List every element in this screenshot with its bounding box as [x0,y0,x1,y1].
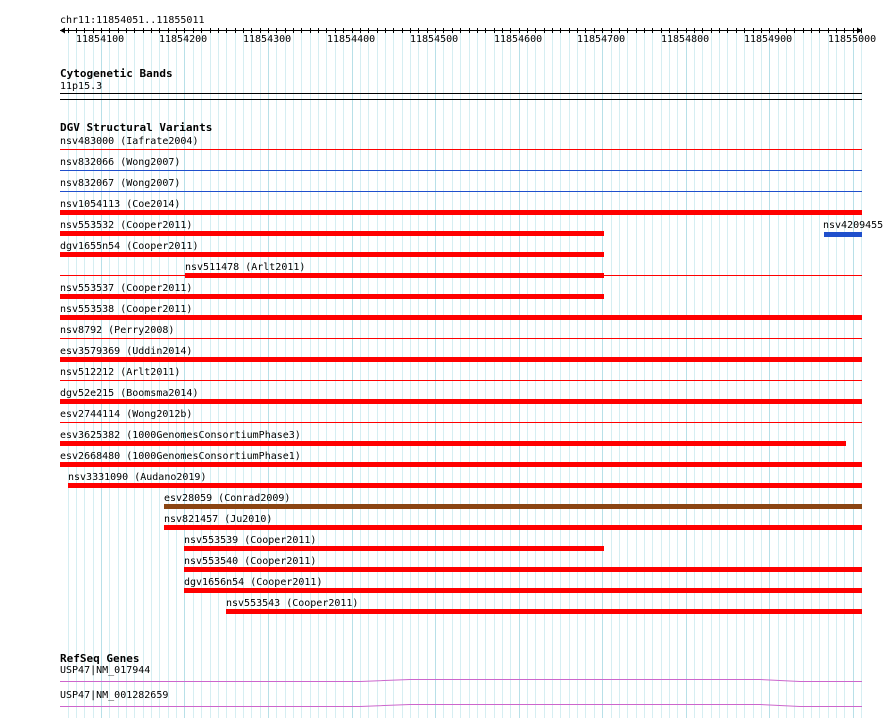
variant-label[interactable]: nsv553537 (Cooper2011) [60,283,193,294]
variant-label[interactable]: esv2744114 (Wong2012b) [60,409,193,420]
variant-label[interactable]: dgv1656n54 (Cooper2011) [184,577,323,588]
cytoband-track-title[interactable]: Cytogenetic Bands [60,67,173,80]
ruler-tick-label: 11854500 [410,34,459,45]
variant-bar [824,232,862,237]
variant-bar [60,294,604,299]
variant-label[interactable]: esv3625382 (1000GenomesConsortiumPhase3) [60,430,301,441]
variant-label[interactable]: nsv483000 (Iafrate2004) [60,136,199,147]
variant-bar [60,315,862,320]
variant-label[interactable]: nsv832066 (Wong2007) [60,157,181,168]
variant-label[interactable]: nsv4209455 [823,220,884,231]
gene-label[interactable]: USP47|NM_001282659 [60,690,169,701]
ruler-tick-label: 11854600 [494,34,543,45]
variant-label[interactable]: nsv511478 (Arlt2011) [185,262,306,273]
variant-label[interactable]: nsv3331090 (Audano2019) [68,472,207,483]
ruler-tick-label: 11854200 [159,34,208,45]
variant-bar [164,504,862,509]
ruler-tick-label: 11855000 [828,34,877,45]
variant-label[interactable]: nsv553539 (Cooper2011) [184,535,317,546]
variant-label[interactable]: dgv52e215 (Boomsma2014) [60,388,199,399]
variant-label[interactable]: esv2668480 (1000GenomesConsortiumPhase1) [60,451,301,462]
gene-label[interactable]: USP47|NM_017944 [60,665,151,676]
region-label: chr11:11854051..11855011 [60,15,205,26]
variant-bar [60,462,862,467]
variant-bar [226,609,862,614]
variant-label[interactable]: esv3579369 (Uddin2014) [60,346,193,357]
variant-bar [185,273,604,278]
variant-label[interactable]: nsv553543 (Cooper2011) [226,598,359,609]
variant-bar [60,231,604,236]
variant-bar [68,483,862,488]
ruler-tick-label: 11854900 [744,34,793,45]
variant-bar [184,546,604,551]
variant-bar [60,210,862,215]
variant-bar [184,567,862,572]
variant-label[interactable]: nsv512212 (Arlt2011) [60,367,181,378]
variant-bar [184,588,862,593]
refseq-track-title[interactable]: RefSeq Genes [60,652,140,665]
variant-label[interactable]: nsv821457 (Ju2010) [164,514,273,525]
variant-bar [60,399,862,404]
variant-label[interactable]: nsv553532 (Cooper2011) [60,220,193,231]
variant-label[interactable]: dgv1655n54 (Cooper2011) [60,241,199,252]
variant-bar [164,525,862,530]
ruler-tick-label: 11854800 [661,34,710,45]
variant-bar [60,357,862,362]
cytoband-label[interactable]: 11p15.3 [60,81,103,92]
variant-bar [60,441,846,446]
ruler-tick-label: 11854700 [577,34,626,45]
variant-label[interactable]: nsv8792 (Perry2008) [60,325,175,336]
ruler-tick-label: 11854400 [327,34,376,45]
variant-label[interactable]: nsv1054113 (Coe2014) [60,199,181,210]
ruler-tick-label: 11854300 [243,34,292,45]
variant-label[interactable]: nsv553540 (Cooper2011) [184,556,317,567]
variant-label[interactable]: esv28059 (Conrad2009) [164,493,291,504]
ruler-tick-label: 11854100 [76,34,125,45]
variant-bar [60,252,604,257]
variant-label[interactable]: nsv832067 (Wong2007) [60,178,181,189]
variant-label[interactable]: nsv553538 (Cooper2011) [60,304,193,315]
ruler-arrow-left [60,28,65,34]
dgv-track-title[interactable]: DGV Structural Variants [60,121,213,134]
